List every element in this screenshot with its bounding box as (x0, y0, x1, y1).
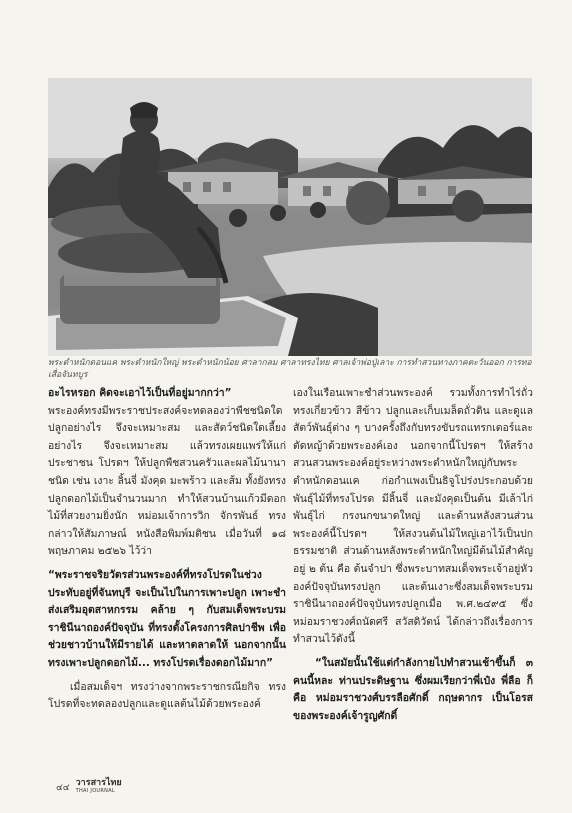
photo-illustration (48, 78, 532, 356)
quote-paragraph: “พระราชจริยวัตรส่วนพระองค์ที่ทรงโปรดในช่วงประทับอยู่ที่จันทบุรี จะเป็นไปในการเพาะปลูก เพาะชำ ส่งเสริมอุตสาหกรรม คล้าย ๆ กับสมเด็จพระบรมราชินีนาถองค์ปัจจุบัน ที่ทรงตั้งโครงการศิลปาชีพ เพื่อช่วยชาวบ้านให้มีรายได้ และหาตลาดให้ นอกจากนั้นทรงเพาะปลูกดอกไม้... ทรงโปรดเรื่องดอกไม้มาก” (48, 568, 286, 669)
statue-photo (48, 78, 532, 356)
page-footer (56, 778, 122, 796)
quote-paragraph: “ในสมัยนั้นใช้แต่กำลังกายไปทำสวนเช้าขึ้นก็ ๓ คนนี้หละ ท่านประดิษฐาน ซึ่งผมเรียกว่าพี่เป๋ง พี่ลือ ก็คือ หม่อมราชวงศ์บรรลือศักดิ์ กฤษดากร เป็นโอรสของพระองค์เจ้ารูญศักดิ์ (293, 656, 533, 722)
page-number: ๔๔ (56, 783, 70, 793)
paragraph: อะไรหรอก คิดจะเอาไว้เป็นที่อยู่มากกว่า” (48, 387, 232, 399)
paragraph: พระองค์ทรงมีพระราชประสงค์จะทดลองว่าพืชชนิดใดปลูกอย่างไร จึงจะเหมาะสม และสัตว์ชนิดใดเลี้ยงอย่างไร จึงจะเหมาะสม แล้วทรงเผยแพร่ให้แก่ประชาชน โปรดฯ ให้ปลูกพืชสวนครัวและผลไม้นานาชนิด เช่น เงาะ ลิ้นจี่ มังคุด มะพร้าว และส้ม ทั้งยังทรงปลูกดอกไม้เป็นจำนวนมาก ทำให้สวนบ้านแก้วมีดอกไม้ที่สวยงามยิ่งนัก หม่อมเจ้าการวิก จักรพันธ์ ทรงกล่าวให้สัมภาษณ์ หนังสือพิมพ์มติชน เมื่อวันที่ ๑๘ พฤษภาคม ๒๕๒๖ ไว้ว่า (48, 404, 286, 558)
logo-sub-text: THAI JOURNAL (75, 788, 116, 794)
journal-logo (76, 779, 122, 795)
paragraph: เองในเรือนเพาะชำส่วนพระองค์ รวมทั้งการทำไร่ถั่วทรงเกี่ยวข้าว สีข้าว ปลูกและเก็บเมล็ดถั่วดิน และดูแลสัตว์พันธุ์ต่าง ๆ บางครั้งถึงกับทรงขับรถแทรกเตอร์และตัดหญ้าด้วยพระองค์เอง นอกจากนี้โปรดฯ ให้สร้างสวนสวนพระองค์อยู่ระหว่างพระตำหนักใหญ่กับพระตำหนักดอนแค ก่อกำแพงเป็นธิจูโปร่งประกอบด้วยพันธุ์ไม้ที่ทรงโปรด มีลิ้นจี่ และมังคุดเป็นต้น มีเล้าไก่พันธุ์ไก่ กรงนกขนาดใหญ่ และด้านหลังสวนส่วนพระองค์นี้โปรดฯ ให้สงวนต้นไม้ใหญ่เอาไว้เป็นปกธรรมชาติ ส่วนด้านหลังพระตำหนักใหญ่มีต้นไม้สำคัญอยู่ ๒ ต้น คือ ต้นจำปา ซึ่งพระบาทสมเด็จพระเจ้าอยู่หัว องค์ปัจจุบันทรงปลูก และต้นเงาะซึ่งสมเด็จพระบรมราชินีนาถองค์ปัจจุบันทรงปลูกเมื่อ พ.ศ.๒๔๙๕ ซึ่งหม่อมราชวงศ์ถนัดศรี สวัสดิวัตน์ ได้กล่าวถึงเรื่องการทำสวนไว้ดังนี้ (293, 387, 533, 646)
photo-caption: พระตำหนักดอนแค พระตำหนักใหญ่ พระตำหนักน้อย ศาลากลม ศาลาทรงไทย ศาลเจ้าพ่อปู่เลาะ การทำสวนทางภาคตะวันออก การทอเสื่อจันทบูร (48, 358, 532, 380)
left-column (48, 385, 286, 714)
logo-main-text: วารสารไทย (75, 778, 122, 788)
right-column (293, 385, 533, 725)
paragraph: เมื่อสมเด็จฯ ทรงว่างจากพระราชกรณียกิจ ทรงโปรดที่จะทดลองปลูกและดูแลต้นไม้ด้วยพระองค์ (48, 680, 286, 711)
